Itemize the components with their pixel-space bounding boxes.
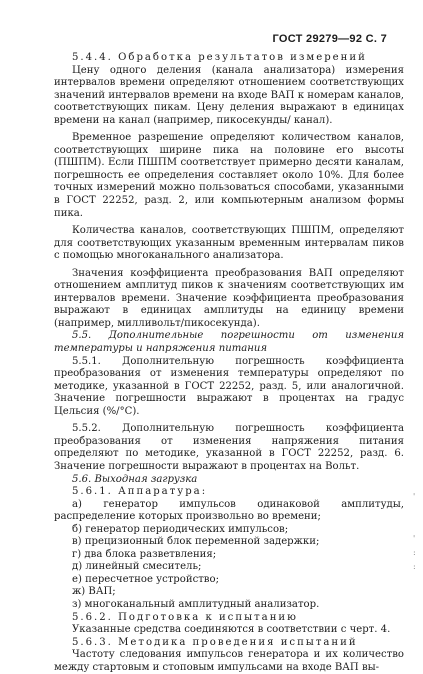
paragraph: 5.6.3. Методика проведения испытаний bbox=[72, 636, 358, 648]
paragraph: Значения коэффициента преобразования ВАП определяют отношением амплитуд пиков к значениям соответствующих им интервалов времени. Значение коэффициента преобразования выражают в единицах амплитуды на единицу времени (например, милливольт/пикосекунда). bbox=[54, 267, 404, 329]
paragraph: д) линейный смеситель; bbox=[72, 561, 202, 573]
page-header: ГОСТ 29279—92 С. 7 bbox=[272, 33, 387, 45]
paragraph: г) два блока разветвления; bbox=[72, 548, 217, 560]
paragraph: з) многоканальный амплитудный анализатор. bbox=[72, 598, 320, 610]
paragraph: Количества каналов, соответствующих ПШПМ, определяют для соответствующих указанным временным интервалам пиков с помощью многоканального анализатора. bbox=[54, 225, 404, 262]
paragraph: в) прецизионный блок переменной задержки; bbox=[72, 536, 320, 548]
paragraph: б) генератор периодических импульсов; bbox=[72, 523, 289, 535]
paragraph: Указанные средства соединяются в соответствии с черт. 4. bbox=[72, 624, 391, 636]
paragraph: 5.6. Выходная загрузка bbox=[72, 473, 198, 485]
paragraph: е) пересчетное устройство; bbox=[72, 573, 219, 585]
paragraph: 5.6.2. Подготовка к испытанию bbox=[72, 611, 298, 623]
document-body bbox=[54, 52, 404, 674]
paragraph: Временное разрешение определяют количеством каналов, соответствующих ширине пика на половине его высоты (ПШПМ). Если ПШПМ соответствует примерно десяти каналам, погрешность ее определения составляет около 10%. Для более точных измерений можно пользоваться способами, указанными в ГОСТ 22252, разд. 2, или компьютерным анализом формы пика. bbox=[54, 132, 404, 219]
paragraph: Цену одного деления (канала анализатора) измерения интервалов времени определяют отношением соответствующих значений интервалов времени на входе ВАП к номерам каналов, соответствующих пикам. Цену деления выражают в единицах времени на канал (например, пикосекунды/ канал). bbox=[54, 64, 404, 126]
paragraph: а) генератор импульсов одинаковой амплитуды, распределение которых произвольно во времени; bbox=[54, 498, 404, 523]
margin-marks: ' ' : : bbox=[413, 492, 416, 571]
paragraph: 5.5. Дополнительные погрешности от изменения температуры и напряжения питания bbox=[54, 330, 404, 355]
paragraph: 5.5.2. Дополнительную погрешность коэффициента преобразования от изменения напряжения питания определяют по методике, указанной в ГОСТ 22252, разд. 6. Значение погрешности выражают в процентах на Вольт. bbox=[54, 423, 404, 472]
paragraph: Частоту следования импульсов генератора и их количество между стартовым и стоповым импульсами на входе ВАП вы- bbox=[54, 649, 404, 673]
paragraph: 5.5.1. Дополнительную погрешность коэффициента преобразования от изменения температуры определяют по методике, указанной в ГОСТ 22252, разд. 5, или аналогичной. Значение погрешности выражают в процентах на градус Цельсия (%/°С). bbox=[54, 355, 404, 417]
paragraph: 5.4.4. Обработка результатов измерений bbox=[72, 52, 367, 63]
paragraph: 5.6.1. Аппаратура: bbox=[72, 486, 208, 498]
paragraph: ж) ВАП; bbox=[72, 586, 116, 598]
